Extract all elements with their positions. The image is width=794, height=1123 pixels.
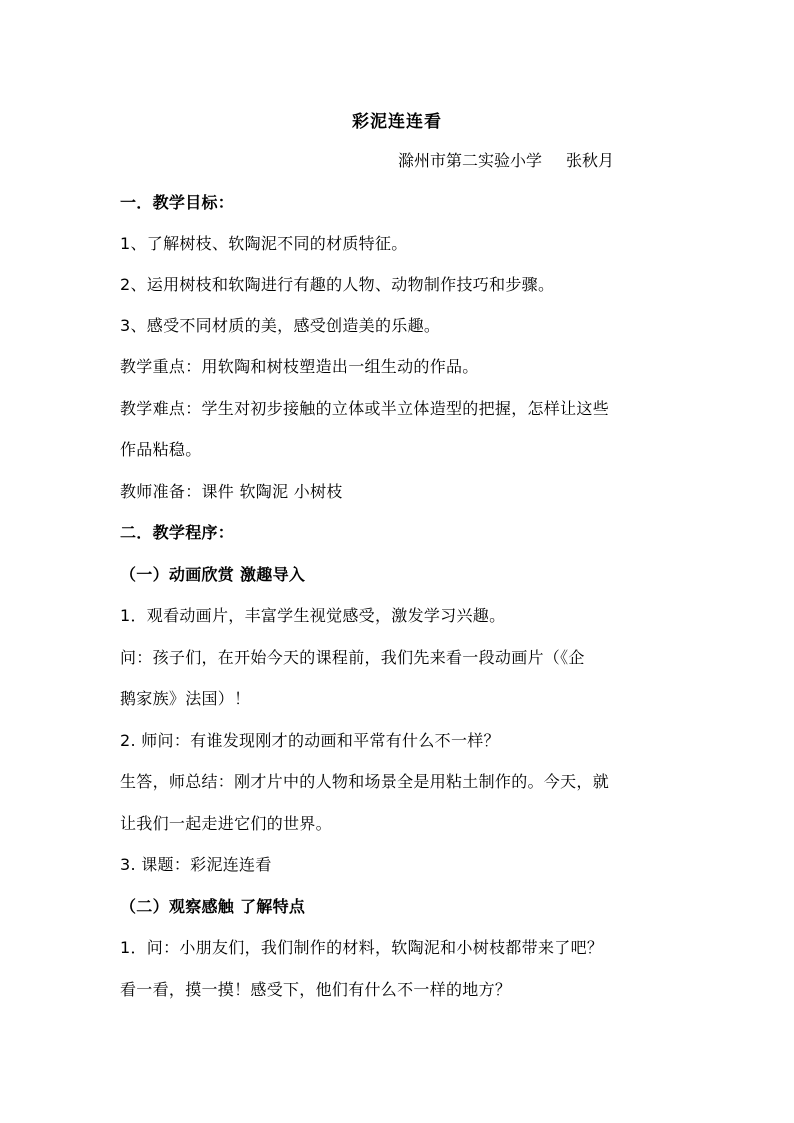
- document-title: 彩泥连连看: [352, 112, 442, 132]
- objective-item-1: 1、了解树枝、软陶泥不同的材质特征。: [120, 234, 408, 253]
- key-point: 教学重点：用软陶和树枝塑造出一组生动的作品。: [120, 357, 479, 376]
- difficult-point-line-2: 作品粘稳。: [120, 440, 202, 459]
- subsection-heading-1: （一）动画欣赏 激趣导入: [120, 565, 306, 584]
- procedure-item-1-2: 2. 师问：有谁发现刚才的动画和平常有什么不一样？: [120, 731, 500, 750]
- procedure-question-line-1: 问：孩子们，在开始今天的课程前，我们先来看一段动画片（《企: [120, 648, 585, 667]
- procedure-item-2-1-line-2: 看一看，摸一摸！感受下，他们有什么不一样的地方？: [120, 980, 512, 999]
- teacher-preparation: 教师准备：课件 软陶泥 小树枝: [120, 482, 343, 501]
- procedure-item-2-1-line-1: 1．问：小朋友们，我们制作的材料，软陶泥和小树枝都带来了吧？: [120, 938, 604, 957]
- procedure-item-1-1: 1．观看动画片，丰富学生视觉感受，激发学习兴趣。: [120, 606, 506, 625]
- objective-item-3: 3、感受不同材质的美，感受创造美的乐趣。: [120, 316, 441, 335]
- section-heading-procedure: 二．教学程序：: [120, 523, 235, 542]
- byline: [398, 148, 614, 171]
- procedure-answer-line-2: 让我们一起走进它们的世界。: [120, 814, 332, 833]
- subsection-heading-2: （二）观察感触 了解特点: [120, 897, 306, 916]
- procedure-question-line-2: 鹅家族》法国）！: [120, 689, 251, 708]
- difficult-point-line-1: 教学难点：学生对初步接触的立体或半立体造型的把握，怎样让这些: [120, 399, 610, 418]
- section-heading-objectives: 一．教学目标：: [120, 193, 235, 212]
- objective-item-2: 2、运用树枝和软陶进行有趣的人物、动物制作技巧和步骤。: [120, 275, 555, 294]
- author-name: 张秋月: [566, 151, 615, 170]
- school-name: 滁州市第二实验小学: [398, 151, 543, 170]
- procedure-answer-line-1: 生答，师总结：刚才片中的人物和场景全是用粘土制作的。今天，就: [120, 772, 610, 791]
- procedure-item-1-3: 3. 课题：彩泥连连看: [120, 855, 272, 874]
